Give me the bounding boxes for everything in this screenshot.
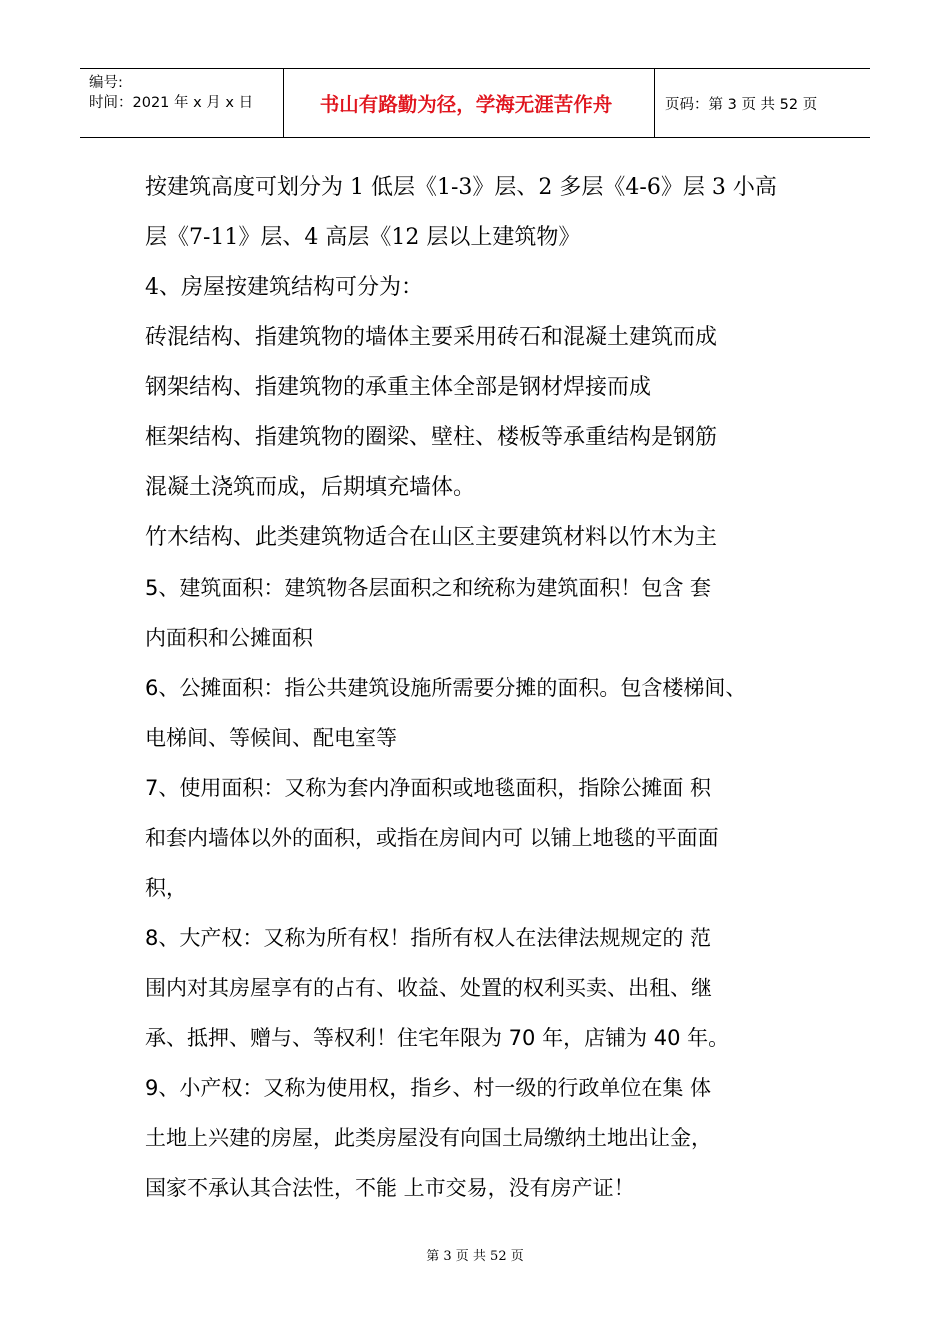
text-line: 混凝土浇筑而成，后期填充墙体。 xyxy=(145,475,476,500)
header-info xyxy=(80,69,283,137)
text-line: 国家不承认其合法性，不能 上市交易，没有房产证！ xyxy=(145,1176,635,1200)
text-line: 围内对其房屋享有的占有、收益、处置的权利买卖、出租、继 xyxy=(145,976,712,1000)
text-line: 钢架结构、指建筑物的承重主体全部是钢材焊接而成 xyxy=(145,375,652,400)
text-line: 和套内墙体以外的面积，或指在房间内可 以铺上地毯的平面面 xyxy=(145,826,719,850)
text-line: 按建筑高度可划分为 1 低层《1-3》层、2 多层《4-6》层 3 小高 xyxy=(145,175,777,200)
page-footer: 第 3 页 共 52 页 xyxy=(426,1249,524,1264)
text-line: 竹木结构、此类建筑物适合在山区主要建筑材料以竹木为主 xyxy=(145,525,718,550)
document-date: 时间：2021 年 x 月 x 日 xyxy=(89,95,254,111)
text-line: 5、建筑面积：建筑物各层面积之和统称为建筑面积！包含 套 xyxy=(145,576,712,600)
text-line: 砖混结构、指建筑物的墙体主要采用砖石和混凝土建筑而成 xyxy=(145,325,718,350)
text-line: 承、抵押、赠与、等权利！住宅年限为 70 年，店铺为 40 年。 xyxy=(145,1026,730,1050)
text-line: 层《7-11》层、4 高层《12 层以上建筑物》 xyxy=(145,225,581,250)
text-line: 8、大产权：又称为所有权！指所有权人在法律法规规定的 范 xyxy=(145,926,712,950)
text-line: 7、使用面积：又称为套内净面积或地毯面积，指除公摊面 积 xyxy=(145,776,712,800)
text-line: 土地上兴建的房屋，此类房屋没有向国土局缴纳土地出让金， xyxy=(145,1126,712,1150)
text-line: 电梯间、等候间、配电室等 xyxy=(145,726,397,750)
text-line: 积， xyxy=(145,876,187,900)
header-motto: 书山有路勤为径，学海无涯苦作舟 xyxy=(283,69,655,137)
text-line: 框架结构、指建筑物的圈梁、壁柱、楼板等承重结构是钢筋 xyxy=(145,425,718,450)
text-line: 4、房屋按建筑结构可分为： xyxy=(145,275,423,300)
text-line: 6、公摊面积：指公共建筑设施所需要分摊的面积。包含楼梯间、 xyxy=(145,676,747,700)
document-number: 编号: xyxy=(89,75,123,91)
header-page-number: 页码：第 3 页 共 52 页 xyxy=(665,96,818,113)
document-body xyxy=(145,163,825,1213)
text-line: 内面积和公摊面积 xyxy=(145,626,313,650)
page-header xyxy=(80,68,870,138)
text-line: 9、小产权：又称为使用权，指乡、村一级的行政单位在集 体 xyxy=(145,1076,712,1100)
